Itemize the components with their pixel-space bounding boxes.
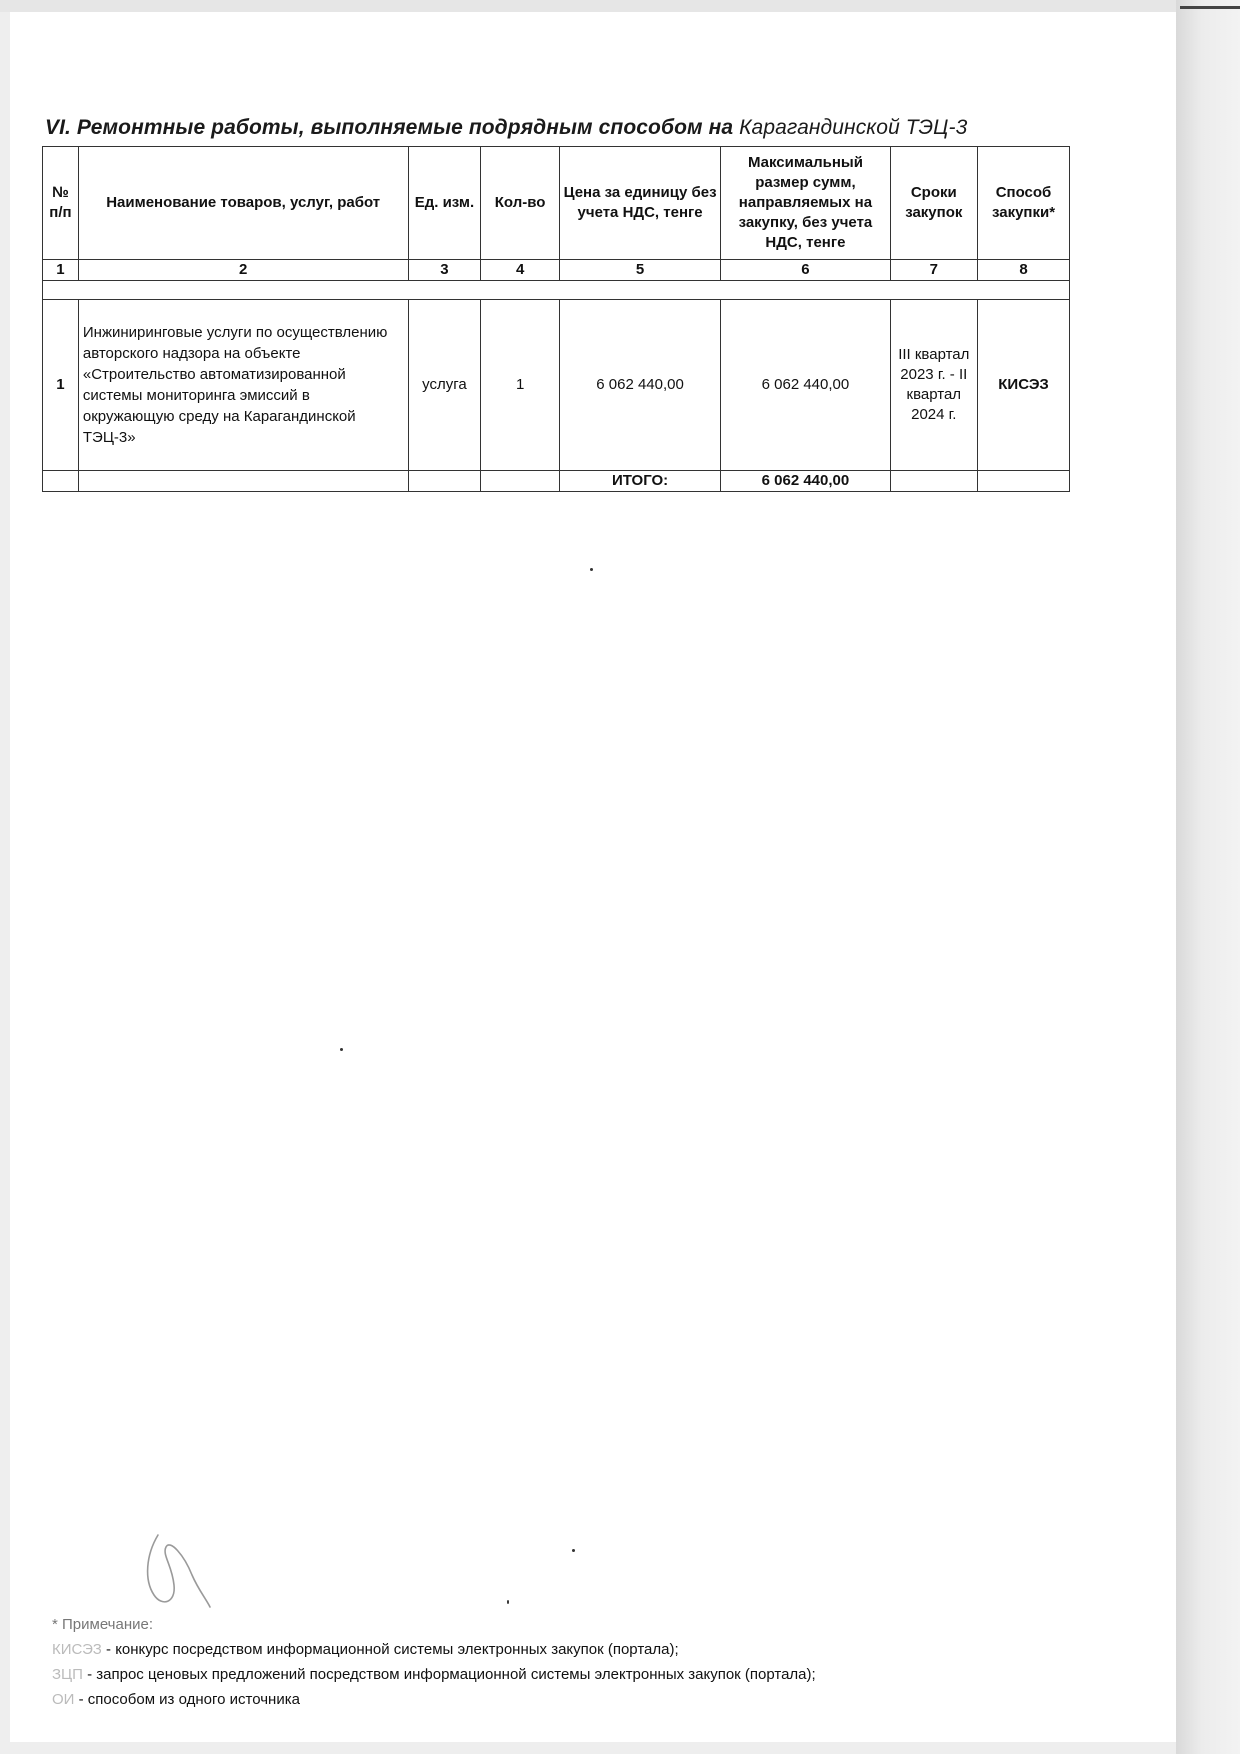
column-number: 5 xyxy=(559,260,720,281)
note-text: - конкурс посредством информационной системы электронных закупок (портала); xyxy=(101,1641,679,1658)
scan-top-edge xyxy=(0,0,1240,12)
column-number: 8 xyxy=(978,260,1070,281)
note-line xyxy=(52,1687,1152,1712)
note-line xyxy=(52,1637,1152,1662)
total-row xyxy=(43,471,1070,492)
scan-speck xyxy=(572,1549,575,1552)
total-empty-cell xyxy=(481,471,559,492)
header-cell-method: Способ закупки* xyxy=(978,147,1070,260)
procurement-table xyxy=(42,146,1070,492)
header-cell-period: Сроки закупок xyxy=(890,147,977,260)
total-empty-cell xyxy=(43,471,79,492)
column-number: 4 xyxy=(481,260,559,281)
row-number: 1 xyxy=(43,300,79,471)
total-empty-cell xyxy=(78,471,408,492)
notes-heading: * Примечание: xyxy=(52,1616,153,1633)
row-max-amount: 6 062 440,00 xyxy=(721,300,890,471)
column-number: 1 xyxy=(43,260,79,281)
scan-corner-mark xyxy=(1180,6,1240,9)
section-title-location: Карагандинской ТЭЦ-3 xyxy=(739,116,968,139)
scan-speck xyxy=(340,1048,343,1051)
column-number: 7 xyxy=(890,260,977,281)
header-cell-max-amount: Максимальный размер сумм, направляемых на закупку, без учета НДС, тенге xyxy=(721,147,890,260)
note-text: - запрос ценовых предложений посредством информационной системы электронных закупок (портала); xyxy=(82,1666,816,1683)
header-cell-unit-price: Цена за единицу без учета НДС, тенге xyxy=(559,147,720,260)
note-text: - способом из одного источника xyxy=(74,1691,300,1708)
column-number: 6 xyxy=(721,260,890,281)
row-method: КИСЭЗ xyxy=(978,300,1070,471)
column-number: 3 xyxy=(408,260,481,281)
table-row xyxy=(43,300,1070,471)
section-title-main: VI. Ремонтные работы, выполняемые подрядным способом на xyxy=(45,116,740,139)
signature-mark xyxy=(140,1525,220,1615)
total-label: ИТОГО: xyxy=(559,471,720,492)
header-cell-quantity: Кол-во xyxy=(481,147,559,260)
row-quantity: 1 xyxy=(481,300,559,471)
table-header-row xyxy=(43,147,1070,260)
empty-spacer-row xyxy=(43,281,1070,300)
row-unit-price: 6 062 440,00 xyxy=(559,300,720,471)
note-abbreviation: ЗЦП xyxy=(52,1666,83,1683)
row-period: III квартал 2023 г. - II квартал 2024 г. xyxy=(890,300,977,471)
section-title xyxy=(45,116,1045,140)
total-empty-cell xyxy=(978,471,1070,492)
row-item-name: Инжиниринговые услуги по осуществлению авторского надзора на объекте «Строительство автоматизированной системы мониторинга эмиссий в окружающую среду на Карагандинской ТЭЦ-3» xyxy=(78,300,408,471)
notes-section xyxy=(52,1612,1152,1712)
header-cell-name: Наименование товаров, услуг, работ xyxy=(78,147,408,260)
note-abbreviation: ОИ xyxy=(52,1691,75,1708)
header-cell-unit: Ед. изм. xyxy=(408,147,481,260)
total-empty-cell xyxy=(408,471,481,492)
total-empty-cell xyxy=(890,471,977,492)
column-number: 2 xyxy=(78,260,408,281)
row-unit: услуга xyxy=(408,300,481,471)
scan-speck xyxy=(590,568,593,571)
scan-right-edge xyxy=(1176,0,1240,1754)
total-value: 6 062 440,00 xyxy=(721,471,890,492)
column-number-row xyxy=(43,260,1070,281)
header-cell-number: № п/п xyxy=(43,147,79,260)
note-abbreviation: КИСЭЗ xyxy=(52,1641,102,1658)
note-line xyxy=(52,1662,1152,1687)
scan-speck xyxy=(507,1600,509,1604)
empty-spacer-cell xyxy=(43,281,1070,300)
